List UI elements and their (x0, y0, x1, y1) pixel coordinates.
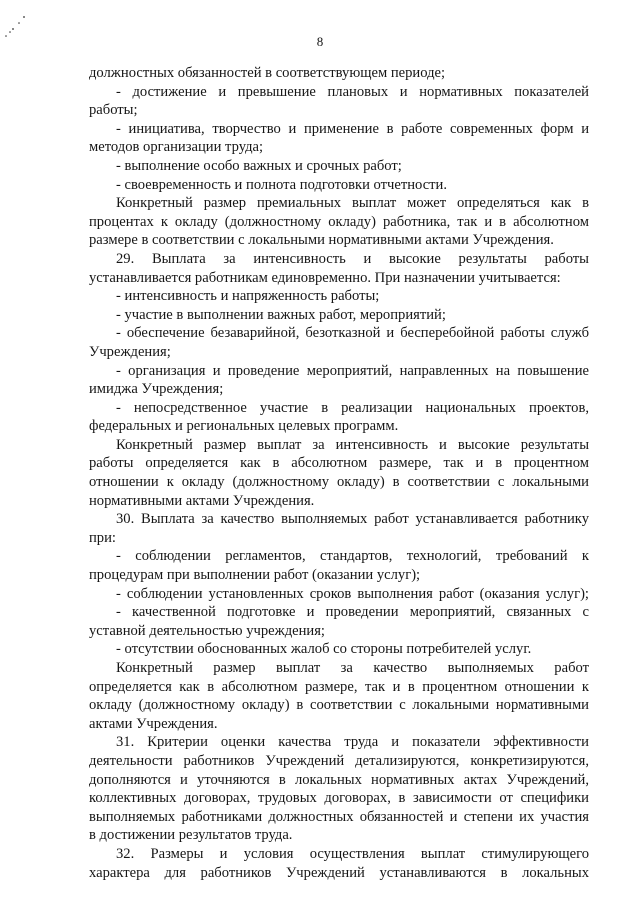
text-line: окладу (должностному окладу) в соответствии с локальными нормативными (89, 697, 589, 714)
text-line: определяется как в абсолютном размере, так и в процентном отношении к (89, 678, 589, 695)
text-line: должностных обязанностей в соответствующем периоде; (89, 65, 446, 81)
text-line: - непосредственное участие в реализации национальных проектов, (116, 399, 589, 416)
text-line: методов организации труда; (89, 139, 264, 156)
text-line: процедурам при выполнении работ (оказании услуг); (89, 567, 421, 584)
text-line: работы определяется как в абсолютном размере, так и в процентном (89, 455, 589, 472)
text-line: нормативными актами Учреждения. (89, 492, 315, 509)
text-line: работы; (89, 102, 138, 119)
text-line: при: (89, 529, 116, 546)
text-line: - своевременность и полнота подготовки отчетности. (116, 176, 448, 193)
text-line: - соблюдении регламентов, стандартов, технологий, требований к (116, 548, 589, 565)
text-line: - соблюдении установленных сроков выполнения работ (оказания услуг); (116, 585, 589, 602)
text-line: отношении к окладу (должностному окладу) в соответствии с локальными (89, 474, 589, 491)
text-line: деятельности работников Учреждений детализируются, конкретизируются, (89, 752, 589, 769)
text-line: 31. Критерии оценки качества труда и показатели эффективности (116, 734, 589, 751)
text-line: 29. Выплата за интенсивность и высокие результаты работы (116, 250, 589, 267)
text-line: Учреждения; (89, 343, 171, 360)
text-line: дополняются и уточняются в локальных нормативных актах Учреждений, (89, 771, 589, 788)
text-line: - инициатива, творчество и применение в работе современных форм и (116, 120, 589, 137)
text-line: уставной деятельностью учреждения; (89, 622, 325, 639)
text-line: Конкретный размер выплат за качество выполняемых работ (116, 660, 589, 676)
text-line: - отсутствии обоснованных жалоб со стороны потребителей услуг. (116, 641, 532, 658)
text-line: в достижении результатов труда. (89, 827, 293, 844)
text-line: - качественной подготовке и проведении мероприятий, связанных с (116, 604, 589, 621)
text-line: - обеспечение безаварийной, безотказной и бесперебойной работы служб (116, 325, 589, 342)
text-line: актами Учреждения. (89, 715, 218, 732)
text-line: процентах к окладу (должностному окладу) работника, так и в абсолютном (89, 213, 589, 230)
text-line: - достижение и превышение плановых и нормативных показателей (116, 83, 589, 100)
text-line: характера для работников Учреждений устанавливаются в локальных (89, 864, 589, 881)
text-line: устанавливается работникам единовременно. При назначении учитывается: (89, 269, 561, 286)
text-line: размере в соответствии с локальными нормативными актами Учреждения. (89, 232, 554, 249)
text-line: Конкретный размер выплат за интенсивность и высокие результаты (116, 436, 589, 453)
text-line: - выполнение особо важных и срочных работ; (116, 157, 402, 174)
text-line: 32. Размеры и условия осуществления выплат стимулирующего (116, 845, 589, 862)
text-line: - организация и проведение мероприятий, направленных на повышение (116, 362, 589, 379)
text-line: коллективных договорах, трудовых договорах, в зависимости от специфики (89, 790, 589, 807)
text-line: федеральных и региональных целевых программ. (89, 418, 399, 435)
text-line: выполняемых работниками должностных обязанностей и степени их участия (89, 808, 589, 825)
text-line: 30. Выплата за качество выполняемых работ устанавливается работнику (116, 511, 589, 528)
text-line: - участие в выполнении важных работ, мероприятий; (116, 306, 446, 323)
document-body (89, 64, 589, 882)
text-line: Конкретный размер премиальных выплат может определяться как в (116, 195, 589, 212)
text-line: имиджа Учреждения; (89, 381, 224, 398)
text-line: - интенсивность и напряженность работы; (116, 288, 380, 305)
page-number: 8 (316, 34, 324, 49)
